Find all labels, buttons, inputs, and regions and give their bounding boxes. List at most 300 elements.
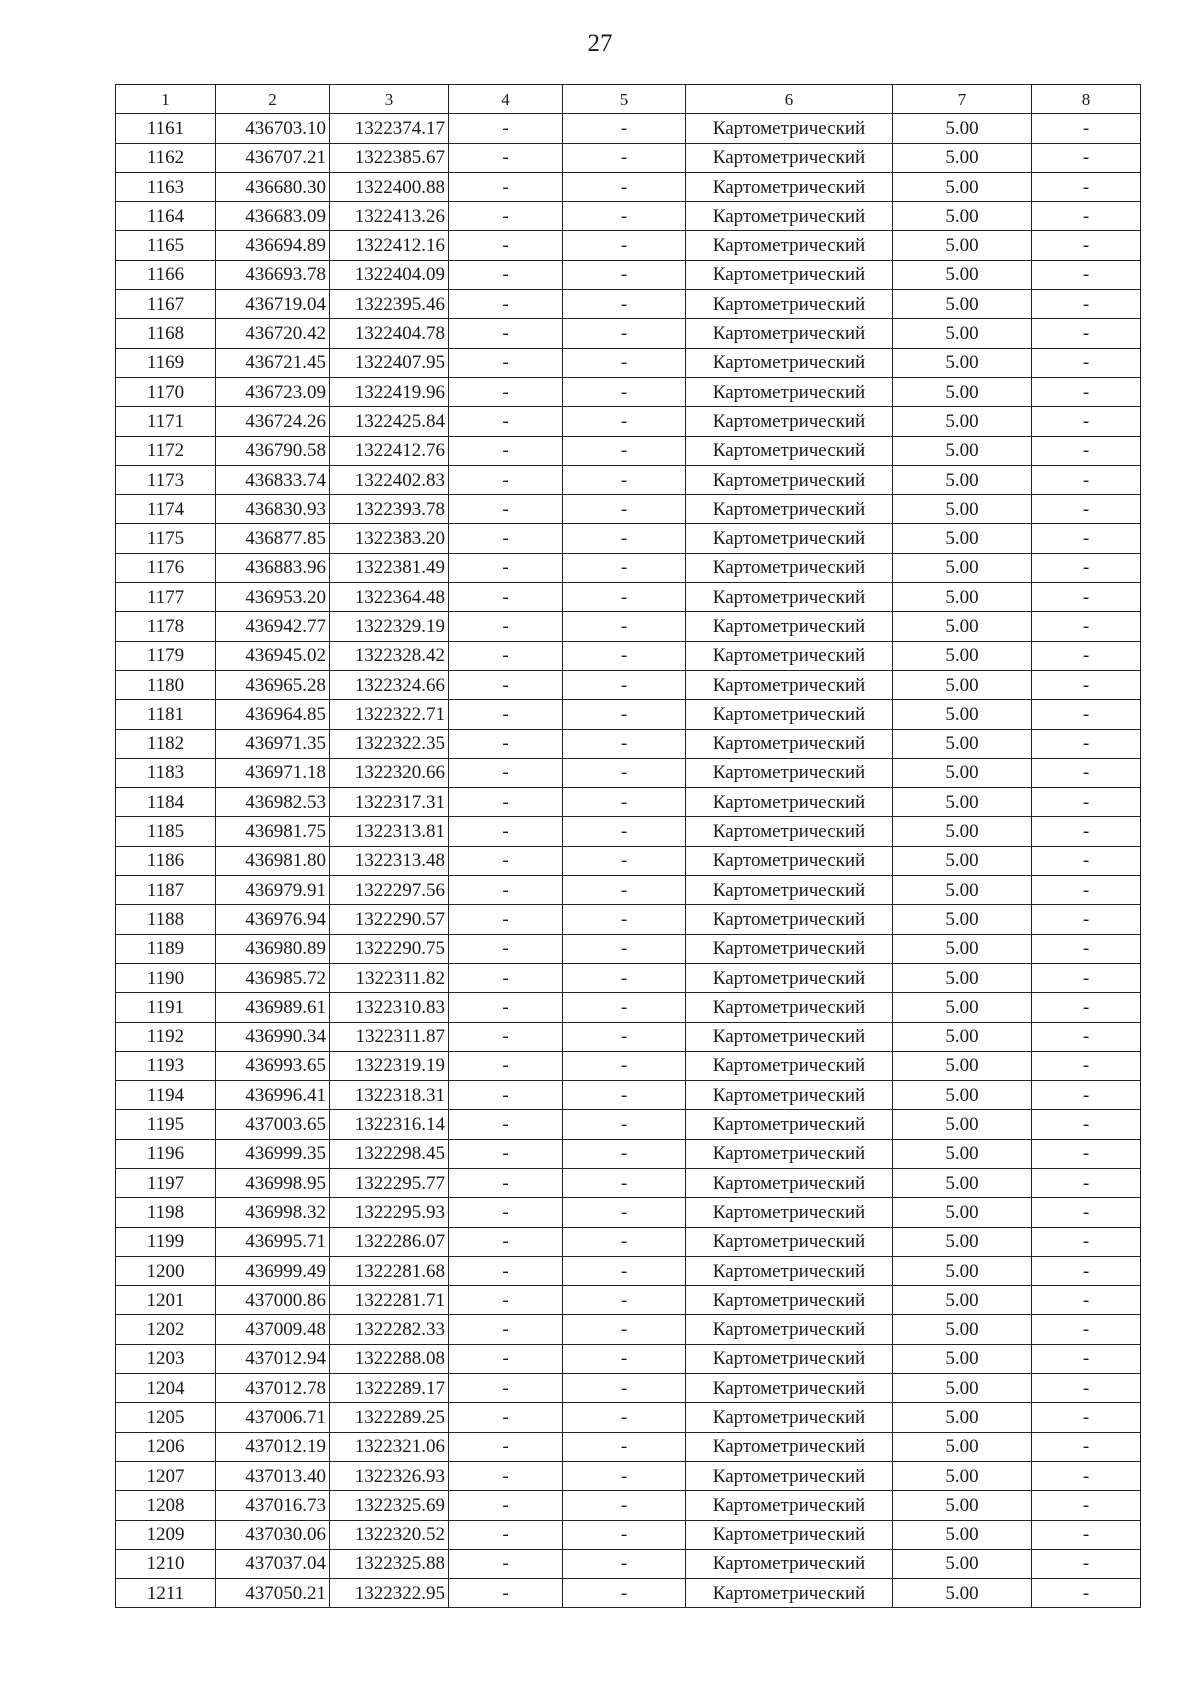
point-number: 1207: [116, 1461, 216, 1490]
accuracy-value: 5.00: [893, 1139, 1032, 1168]
coordinate-x: 436998.32: [216, 1198, 330, 1227]
column-4-value: -: [449, 1315, 563, 1344]
point-number: 1204: [116, 1374, 216, 1403]
coordinate-x: 436965.28: [216, 670, 330, 699]
point-number: 1169: [116, 348, 216, 377]
table-row: [116, 1549, 1141, 1578]
method-value: Картометрический: [686, 612, 893, 641]
coordinate-x: 436945.02: [216, 641, 330, 670]
point-number: 1180: [116, 670, 216, 699]
method-value: Картометрический: [686, 905, 893, 934]
coordinate-y: 1322297.56: [330, 876, 449, 905]
coordinate-x: 436721.45: [216, 348, 330, 377]
coordinate-x: 436996.41: [216, 1081, 330, 1110]
point-number: 1190: [116, 963, 216, 992]
coordinate-x: 436990.34: [216, 1022, 330, 1051]
coordinate-x: 436999.35: [216, 1139, 330, 1168]
column-8-value: -: [1032, 1139, 1141, 1168]
coordinate-y: 1322289.17: [330, 1374, 449, 1403]
coordinate-y: 1322313.81: [330, 817, 449, 846]
column-8-value: -: [1032, 876, 1141, 905]
column-4-value: -: [449, 1051, 563, 1080]
table-row: [116, 465, 1141, 494]
table-row: [116, 1579, 1141, 1608]
coordinate-y: 1322317.31: [330, 788, 449, 817]
column-5-value: -: [563, 172, 686, 201]
method-value: Картометрический: [686, 817, 893, 846]
column-4-value: -: [449, 377, 563, 406]
point-number: 1188: [116, 905, 216, 934]
column-5-value: -: [563, 700, 686, 729]
column-8-value: -: [1032, 231, 1141, 260]
accuracy-value: 5.00: [893, 1579, 1032, 1608]
column-header: 1: [116, 85, 216, 114]
column-8-value: -: [1032, 1022, 1141, 1051]
accuracy-value: 5.00: [893, 260, 1032, 289]
method-value: Картометрический: [686, 1022, 893, 1051]
method-value: Картометрический: [686, 319, 893, 348]
accuracy-value: 5.00: [893, 553, 1032, 582]
table-row: [116, 436, 1141, 465]
table-row: [116, 1461, 1141, 1490]
point-number: 1184: [116, 788, 216, 817]
coordinate-x: 437030.06: [216, 1520, 330, 1549]
coordinate-x: 436830.93: [216, 495, 330, 524]
method-value: Картометрический: [686, 993, 893, 1022]
table-row: [116, 1110, 1141, 1139]
column-5-value: -: [563, 290, 686, 319]
column-5-value: -: [563, 1022, 686, 1051]
method-value: Картометрический: [686, 465, 893, 494]
column-5-value: -: [563, 934, 686, 963]
column-8-value: -: [1032, 905, 1141, 934]
method-value: Картометрический: [686, 172, 893, 201]
column-8-value: -: [1032, 553, 1141, 582]
method-value: Картометрический: [686, 1110, 893, 1139]
method-value: Картометрический: [686, 934, 893, 963]
method-value: Картометрический: [686, 1198, 893, 1227]
column-5-value: -: [563, 465, 686, 494]
accuracy-value: 5.00: [893, 1374, 1032, 1403]
column-4-value: -: [449, 172, 563, 201]
coordinate-y: 1322328.42: [330, 641, 449, 670]
accuracy-value: 5.00: [893, 1403, 1032, 1432]
column-4-value: -: [449, 1491, 563, 1520]
coordinate-y: 1322395.46: [330, 290, 449, 319]
column-5-value: -: [563, 1081, 686, 1110]
coordinate-x: 436703.10: [216, 114, 330, 143]
point-number: 1168: [116, 319, 216, 348]
coordinate-x: 436790.58: [216, 436, 330, 465]
column-4-value: -: [449, 1549, 563, 1578]
accuracy-value: 5.00: [893, 1051, 1032, 1080]
column-8-value: -: [1032, 1081, 1141, 1110]
coordinate-x: 436707.21: [216, 143, 330, 172]
coordinate-y: 1322404.78: [330, 319, 449, 348]
point-number: 1183: [116, 758, 216, 787]
coordinate-y: 1322281.71: [330, 1286, 449, 1315]
column-8-value: -: [1032, 114, 1141, 143]
table-row: [116, 495, 1141, 524]
coordinate-y: 1322281.68: [330, 1256, 449, 1285]
point-number: 1185: [116, 817, 216, 846]
table-row: [116, 788, 1141, 817]
method-value: Картометрический: [686, 700, 893, 729]
column-8-value: -: [1032, 1579, 1141, 1608]
header-row: [116, 85, 1141, 114]
column-5-value: -: [563, 1403, 686, 1432]
column-8-value: -: [1032, 641, 1141, 670]
method-value: Картометрический: [686, 1579, 893, 1608]
column-header: 8: [1032, 85, 1141, 114]
accuracy-value: 5.00: [893, 172, 1032, 201]
method-value: Картометрический: [686, 758, 893, 787]
column-5-value: -: [563, 1344, 686, 1373]
table-row: [116, 700, 1141, 729]
column-5-value: -: [563, 1491, 686, 1520]
method-value: Картометрический: [686, 436, 893, 465]
point-number: 1189: [116, 934, 216, 963]
column-8-value: -: [1032, 172, 1141, 201]
method-value: Картометрический: [686, 641, 893, 670]
table-row: [116, 1374, 1141, 1403]
column-8-value: -: [1032, 612, 1141, 641]
coordinate-x: 436877.85: [216, 524, 330, 553]
coordinate-x: 437003.65: [216, 1110, 330, 1139]
method-value: Картометрический: [686, 670, 893, 699]
table-row: [116, 1139, 1141, 1168]
column-header: 6: [686, 85, 893, 114]
column-8-value: -: [1032, 993, 1141, 1022]
coordinate-y: 1322321.06: [330, 1432, 449, 1461]
column-8-value: -: [1032, 758, 1141, 787]
coordinate-y: 1322320.66: [330, 758, 449, 787]
column-5-value: -: [563, 495, 686, 524]
point-number: 1201: [116, 1286, 216, 1315]
coordinate-y: 1322402.83: [330, 465, 449, 494]
coordinate-x: 437012.19: [216, 1432, 330, 1461]
point-number: 1205: [116, 1403, 216, 1432]
table-row: [116, 143, 1141, 172]
column-8-value: -: [1032, 1344, 1141, 1373]
accuracy-value: 5.00: [893, 670, 1032, 699]
column-8-value: -: [1032, 143, 1141, 172]
column-4-value: -: [449, 1403, 563, 1432]
accuracy-value: 5.00: [893, 1549, 1032, 1578]
column-header: 5: [563, 85, 686, 114]
column-5-value: -: [563, 1227, 686, 1256]
method-value: Картометрический: [686, 260, 893, 289]
column-8-value: -: [1032, 290, 1141, 319]
point-number: 1175: [116, 524, 216, 553]
column-4-value: -: [449, 231, 563, 260]
coordinate-y: 1322419.96: [330, 377, 449, 406]
method-value: Картометрический: [686, 1520, 893, 1549]
method-value: Картометрический: [686, 1227, 893, 1256]
accuracy-value: 5.00: [893, 231, 1032, 260]
accuracy-value: 5.00: [893, 1315, 1032, 1344]
column-4-value: -: [449, 934, 563, 963]
table-row: [116, 905, 1141, 934]
method-value: Картометрический: [686, 143, 893, 172]
method-value: Картометрический: [686, 202, 893, 231]
coordinate-x: 436833.74: [216, 465, 330, 494]
column-8-value: -: [1032, 583, 1141, 612]
method-value: Картометрический: [686, 1403, 893, 1432]
method-value: Картометрический: [686, 407, 893, 436]
accuracy-value: 5.00: [893, 348, 1032, 377]
method-value: Картометрический: [686, 1491, 893, 1520]
column-4-value: -: [449, 1139, 563, 1168]
column-5-value: -: [563, 524, 686, 553]
coordinate-y: 1322295.93: [330, 1198, 449, 1227]
table-row: [116, 1286, 1141, 1315]
coordinate-y: 1322290.75: [330, 934, 449, 963]
column-5-value: -: [563, 788, 686, 817]
accuracy-value: 5.00: [893, 934, 1032, 963]
point-number: 1181: [116, 700, 216, 729]
column-header: 4: [449, 85, 563, 114]
coordinate-x: 437013.40: [216, 1461, 330, 1490]
column-5-value: -: [563, 729, 686, 758]
method-value: Картометрический: [686, 1344, 893, 1373]
table-row: [116, 1315, 1141, 1344]
column-4-value: -: [449, 524, 563, 553]
accuracy-value: 5.00: [893, 290, 1032, 319]
coordinate-y: 1322322.95: [330, 1579, 449, 1608]
method-value: Картометрический: [686, 231, 893, 260]
accuracy-value: 5.00: [893, 1461, 1032, 1490]
coordinate-y: 1322286.07: [330, 1227, 449, 1256]
column-4-value: -: [449, 583, 563, 612]
table-row: [116, 963, 1141, 992]
coordinate-x: 437006.71: [216, 1403, 330, 1432]
coordinate-x: 436723.09: [216, 377, 330, 406]
column-header: 7: [893, 85, 1032, 114]
column-5-value: -: [563, 1110, 686, 1139]
point-number: 1210: [116, 1549, 216, 1578]
table-row: [116, 114, 1141, 143]
coordinate-x: 437037.04: [216, 1549, 330, 1578]
coordinate-y: 1322316.14: [330, 1110, 449, 1139]
column-8-value: -: [1032, 788, 1141, 817]
accuracy-value: 5.00: [893, 465, 1032, 494]
accuracy-value: 5.00: [893, 1344, 1032, 1373]
table-row: [116, 1051, 1141, 1080]
column-4-value: -: [449, 876, 563, 905]
method-value: Картометрический: [686, 1315, 893, 1344]
column-5-value: -: [563, 1549, 686, 1578]
coordinate-y: 1322290.57: [330, 905, 449, 934]
method-value: Картометрический: [686, 1081, 893, 1110]
accuracy-value: 5.00: [893, 729, 1032, 758]
coordinate-y: 1322320.52: [330, 1520, 449, 1549]
accuracy-value: 5.00: [893, 1520, 1032, 1549]
column-8-value: -: [1032, 670, 1141, 699]
column-4-value: -: [449, 817, 563, 846]
column-4-value: -: [449, 758, 563, 787]
column-8-value: -: [1032, 1374, 1141, 1403]
column-8-value: -: [1032, 700, 1141, 729]
accuracy-value: 5.00: [893, 963, 1032, 992]
column-8-value: -: [1032, 1051, 1141, 1080]
point-number: 1164: [116, 202, 216, 231]
point-number: 1179: [116, 641, 216, 670]
column-8-value: -: [1032, 846, 1141, 875]
method-value: Картометрический: [686, 1432, 893, 1461]
point-number: 1176: [116, 553, 216, 582]
coordinate-x: 436693.78: [216, 260, 330, 289]
method-value: Картометрический: [686, 1256, 893, 1285]
coordinate-x: 436964.85: [216, 700, 330, 729]
column-5-value: -: [563, 1051, 686, 1080]
coordinate-y: 1322412.76: [330, 436, 449, 465]
coordinate-y: 1322385.67: [330, 143, 449, 172]
method-value: Картометрический: [686, 348, 893, 377]
coordinate-x: 436982.53: [216, 788, 330, 817]
accuracy-value: 5.00: [893, 993, 1032, 1022]
coordinate-x: 436981.80: [216, 846, 330, 875]
column-8-value: -: [1032, 377, 1141, 406]
column-8-value: -: [1032, 934, 1141, 963]
coordinate-y: 1322400.88: [330, 172, 449, 201]
column-4-value: -: [449, 993, 563, 1022]
table-row: [116, 993, 1141, 1022]
table-row: [116, 641, 1141, 670]
table-row: [116, 758, 1141, 787]
coordinate-x: 436971.35: [216, 729, 330, 758]
coordinate-y: 1322326.93: [330, 1461, 449, 1490]
column-5-value: -: [563, 1315, 686, 1344]
method-value: Картометрический: [686, 1374, 893, 1403]
column-4-value: -: [449, 1227, 563, 1256]
column-5-value: -: [563, 553, 686, 582]
coordinate-y: 1322310.83: [330, 993, 449, 1022]
column-8-value: -: [1032, 260, 1141, 289]
coordinate-y: 1322407.95: [330, 348, 449, 377]
point-number: 1208: [116, 1491, 216, 1520]
column-5-value: -: [563, 993, 686, 1022]
column-8-value: -: [1032, 495, 1141, 524]
coordinate-x: 436942.77: [216, 612, 330, 641]
accuracy-value: 5.00: [893, 377, 1032, 406]
column-8-value: -: [1032, 1286, 1141, 1315]
point-number: 1195: [116, 1110, 216, 1139]
method-value: Картометрический: [686, 495, 893, 524]
column-8-value: -: [1032, 436, 1141, 465]
table-row: [116, 260, 1141, 289]
method-value: Картометрический: [686, 1461, 893, 1490]
column-5-value: -: [563, 876, 686, 905]
column-4-value: -: [449, 1110, 563, 1139]
table-row: [116, 1198, 1141, 1227]
accuracy-value: 5.00: [893, 114, 1032, 143]
method-value: Картометрический: [686, 377, 893, 406]
column-8-value: -: [1032, 1168, 1141, 1197]
column-4-value: -: [449, 114, 563, 143]
coordinate-y: 1322374.17: [330, 114, 449, 143]
coordinate-x: 436720.42: [216, 319, 330, 348]
point-number: 1177: [116, 583, 216, 612]
table-row: [116, 729, 1141, 758]
table-row: [116, 1081, 1141, 1110]
column-4-value: -: [449, 670, 563, 699]
column-4-value: -: [449, 729, 563, 758]
column-4-value: -: [449, 1286, 563, 1315]
table-row: [116, 1520, 1141, 1549]
point-number: 1163: [116, 172, 216, 201]
method-value: Картометрический: [686, 1549, 893, 1578]
column-5-value: -: [563, 436, 686, 465]
column-5-value: -: [563, 143, 686, 172]
coordinate-y: 1322322.35: [330, 729, 449, 758]
method-value: Картометрический: [686, 963, 893, 992]
column-8-value: -: [1032, 465, 1141, 494]
column-8-value: -: [1032, 1198, 1141, 1227]
table-body: [116, 114, 1141, 1608]
column-5-value: -: [563, 231, 686, 260]
column-8-value: -: [1032, 1461, 1141, 1490]
coordinate-y: 1322311.87: [330, 1022, 449, 1051]
method-value: Картометрический: [686, 1168, 893, 1197]
column-8-value: -: [1032, 1256, 1141, 1285]
table-row: [116, 1432, 1141, 1461]
coordinate-y: 1322413.26: [330, 202, 449, 231]
point-number: 1191: [116, 993, 216, 1022]
column-8-value: -: [1032, 1315, 1141, 1344]
accuracy-value: 5.00: [893, 202, 1032, 231]
column-4-value: -: [449, 788, 563, 817]
column-4-value: -: [449, 1081, 563, 1110]
column-4-value: -: [449, 846, 563, 875]
column-5-value: -: [563, 817, 686, 846]
coordinate-y: 1322329.19: [330, 612, 449, 641]
point-number: 1174: [116, 495, 216, 524]
point-number: 1198: [116, 1198, 216, 1227]
accuracy-value: 5.00: [893, 1110, 1032, 1139]
column-5-value: -: [563, 319, 686, 348]
table-row: [116, 583, 1141, 612]
coordinate-y: 1322412.16: [330, 231, 449, 260]
column-4-value: -: [449, 553, 563, 582]
coordinate-x: 436724.26: [216, 407, 330, 436]
column-4-value: -: [449, 495, 563, 524]
coordinate-x: 436953.20: [216, 583, 330, 612]
column-8-value: -: [1032, 1227, 1141, 1256]
column-4-value: -: [449, 905, 563, 934]
column-5-value: -: [563, 583, 686, 612]
column-8-value: -: [1032, 1520, 1141, 1549]
coordinate-y: 1322295.77: [330, 1168, 449, 1197]
method-value: Картометрический: [686, 524, 893, 553]
column-8-value: -: [1032, 1491, 1141, 1520]
column-5-value: -: [563, 1579, 686, 1608]
column-4-value: -: [449, 1344, 563, 1373]
accuracy-value: 5.00: [893, 1022, 1032, 1051]
accuracy-value: 5.00: [893, 817, 1032, 846]
accuracy-value: 5.00: [893, 319, 1032, 348]
column-4-value: -: [449, 1022, 563, 1051]
coordinate-x: 436694.89: [216, 231, 330, 260]
accuracy-value: 5.00: [893, 700, 1032, 729]
coordinate-y: 1322282.33: [330, 1315, 449, 1344]
coordinates-table: [115, 84, 1141, 1608]
table-row: [116, 553, 1141, 582]
accuracy-value: 5.00: [893, 876, 1032, 905]
point-number: 1171: [116, 407, 216, 436]
column-5-value: -: [563, 670, 686, 699]
column-5-value: -: [563, 114, 686, 143]
